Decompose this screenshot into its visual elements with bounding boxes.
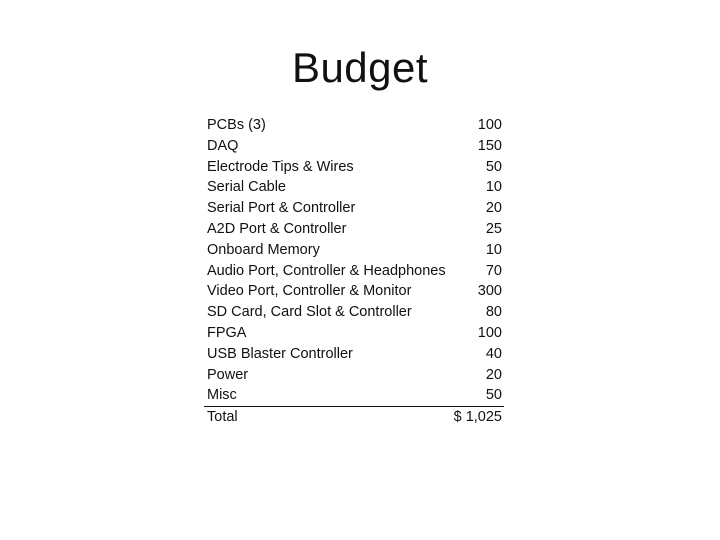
item-label: USB Blaster Controller <box>207 345 353 362</box>
item-label: Audio Port, Controller & Headphones <box>207 262 446 279</box>
total-row <box>204 407 504 428</box>
table-row <box>204 261 504 282</box>
item-label: Video Port, Controller & Monitor <box>207 283 412 300</box>
item-amount: 40 <box>485 345 502 362</box>
item-amount: 80 <box>485 304 502 321</box>
item-amount: 20 <box>485 366 502 383</box>
total-label: Total <box>204 407 452 428</box>
table-row <box>204 385 504 406</box>
table-row <box>204 344 504 365</box>
table-row <box>204 157 504 178</box>
table-row <box>204 219 504 240</box>
table-row <box>204 177 504 198</box>
item-label: Electrode Tips & Wires <box>207 158 354 175</box>
item-label: Serial Cable <box>207 179 286 196</box>
total-amount: $ 1,025 <box>452 407 504 428</box>
item-label: Serial Port & Controller <box>207 200 356 217</box>
slide-title: Budget <box>291 44 429 91</box>
item-amount: 50 <box>485 158 502 175</box>
item-label: PCBs (3) <box>207 117 266 133</box>
item-label: SD Card, Card Slot & Controller <box>207 304 412 321</box>
table-row <box>204 281 504 302</box>
item-label: DAQ <box>207 137 239 154</box>
item-amount: 100 <box>477 117 502 133</box>
item-amount: 20 <box>485 200 502 217</box>
table-row <box>204 198 504 219</box>
budget-table <box>204 115 504 428</box>
item-amount: 25 <box>485 220 502 237</box>
table-row <box>204 240 504 261</box>
item-label: Misc <box>207 387 237 404</box>
table-row <box>204 365 504 386</box>
table-row <box>204 323 504 344</box>
table-row <box>204 136 504 157</box>
item-label: A2D Port & Controller <box>207 220 347 237</box>
item-amount: 10 <box>485 241 502 258</box>
item-amount: 100 <box>477 324 502 341</box>
item-amount: 70 <box>485 262 502 279</box>
table-row <box>204 302 504 323</box>
item-label: FPGA <box>207 324 247 341</box>
item-amount: 50 <box>485 387 502 404</box>
item-amount: 150 <box>477 137 502 154</box>
item-amount: 10 <box>485 179 502 196</box>
item-label: Power <box>207 366 249 383</box>
item-amount: 300 <box>477 283 502 300</box>
item-label: Onboard Memory <box>207 241 320 258</box>
table-row <box>204 115 504 136</box>
